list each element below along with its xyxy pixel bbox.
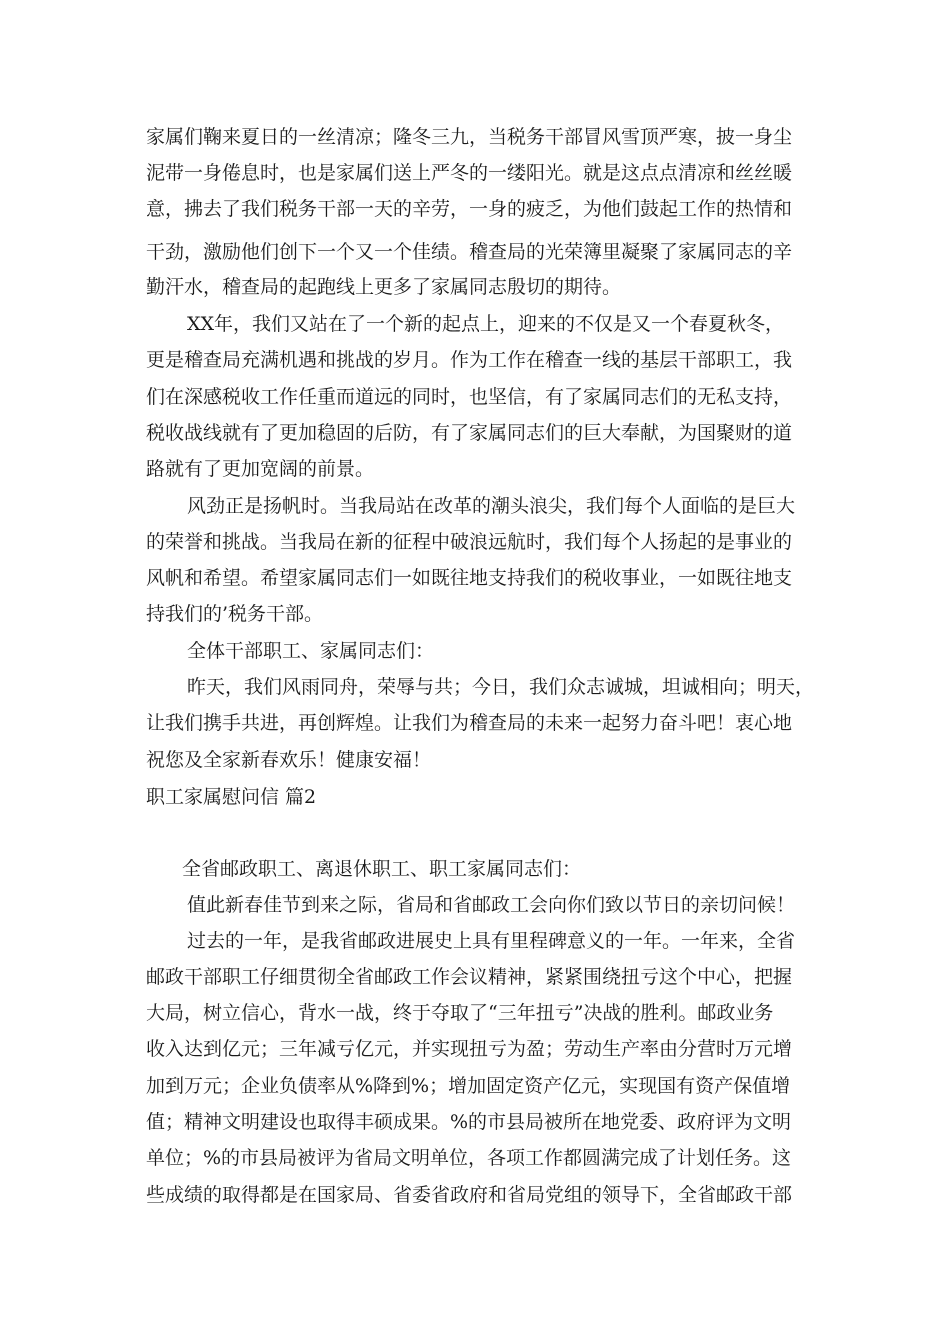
paragraph-line: 的荣誉和挑战。当我局在新的征程中破浪远航时，我们每个人扬起的是事业的 — [146, 531, 793, 553]
paragraph-line: 税收战线就有了更加稳固的后防，有了家属同志们的巨大奉献，为国聚财的道 — [146, 422, 793, 444]
salutation-line: 全体干部职工、家属同志们： — [187, 640, 435, 662]
paragraph-line: 邮政干部职工仔细贯彻全省邮政工作会议精神，紧紧围绕扭亏这个中心，把握 — [146, 966, 793, 988]
paragraph-line: 持我们的’税务干部。 — [146, 603, 324, 625]
paragraph-line: 们在深感税收工作任重而道远的同时，也坚信，有了家属同志们的无私支持， — [146, 386, 793, 408]
paragraph-line: 祝您及全家新春欢乐！健康安福！ — [146, 749, 432, 771]
paragraph-line: 意，拂去了我们税务干部一天的辛劳，一身的疲乏，为他们鼓起工作的热情和 — [146, 198, 793, 220]
paragraph-line: 单位；%的市县局被评为省局文明单位，各项工作都圆满完成了计划任务。这 — [146, 1147, 792, 1169]
salutation-line: 全省邮政职工、离退休职工、职工家属同志们： — [182, 858, 582, 880]
paragraph-line: 大局，树立信心，背水一战，终于夺取了“三年扭亏”决战的胜利。邮政业务 — [146, 1002, 774, 1024]
paragraph-line: 收入达到亿元；三年减亏亿元，并实现扭亏为盈；劳动生产率由分营时万元增 — [146, 1038, 793, 1060]
paragraph-line: 值此新春佳节到来之际，省局和省邮政工会向你们致以节日的亲切问候！ — [187, 894, 796, 916]
paragraph-line: 路就有了更加宽阔的前景。 — [146, 458, 375, 480]
paragraph-line: 让我们携手共进，再创辉煌。让我们为稽查局的未来一起努力奋斗吧！衷心地 — [146, 712, 793, 734]
paragraph-line: 风帆和希望。希望家属同志们一如既往地支持我们的税收事业，一如既往地支 — [146, 567, 793, 589]
paragraph-line: 昨天，我们风雨同舟，荣辱与共；今日，我们众志诚城，坦诚相向；明天， — [187, 676, 815, 698]
paragraph-line: 更是稽查局充满机遇和挑战的岁月。作为工作在稽查一线的基层干部职工，我 — [146, 349, 793, 371]
paragraph-line: 风劲正是扬帆时。当我局站在改革的潮头浪尖，我们每个人面临的是巨大 — [187, 495, 796, 517]
paragraph-line: XX年，我们又站在了一个新的起点上，迎来的不仅是又一个春夏秋冬， — [187, 313, 785, 335]
paragraph-line: 勤汗水，稽查局的起跑线上更多了家属同志殷切的期待。 — [146, 276, 622, 298]
section-title: 职工家属慰问信 篇2 — [146, 786, 317, 808]
paragraph-line: 家属们鞠来夏日的一丝清凉；隆冬三九，当税务干部冒风雪顶严寒，披一身尘 — [146, 126, 793, 148]
paragraph-line: 些成绩的取得都是在国家局、省委省政府和省局党组的领导下，全省邮政干部 — [146, 1184, 793, 1206]
paragraph-line: 值；精神文明建设也取得丰硕成果。%的市县局被所在地党委、政府评为文明 — [146, 1111, 792, 1133]
paragraph-line: 过去的一年，是我省邮政进展史上具有里程碑意义的一年。一年来，全省 — [187, 930, 796, 952]
paragraph-line: 干劲，激励他们创下一个又一个佳绩。稽查局的光荣簿里凝聚了家属同志的辛 — [146, 241, 793, 263]
paragraph-line: 加到万元；企业负债率从%降到%；增加固定资产亿元，实现国有资产保值增 — [146, 1075, 791, 1097]
paragraph-line: 泥带一身倦息时，也是家属们送上严冬的一缕阳光。就是这点点清凉和丝丝暖 — [146, 162, 793, 184]
